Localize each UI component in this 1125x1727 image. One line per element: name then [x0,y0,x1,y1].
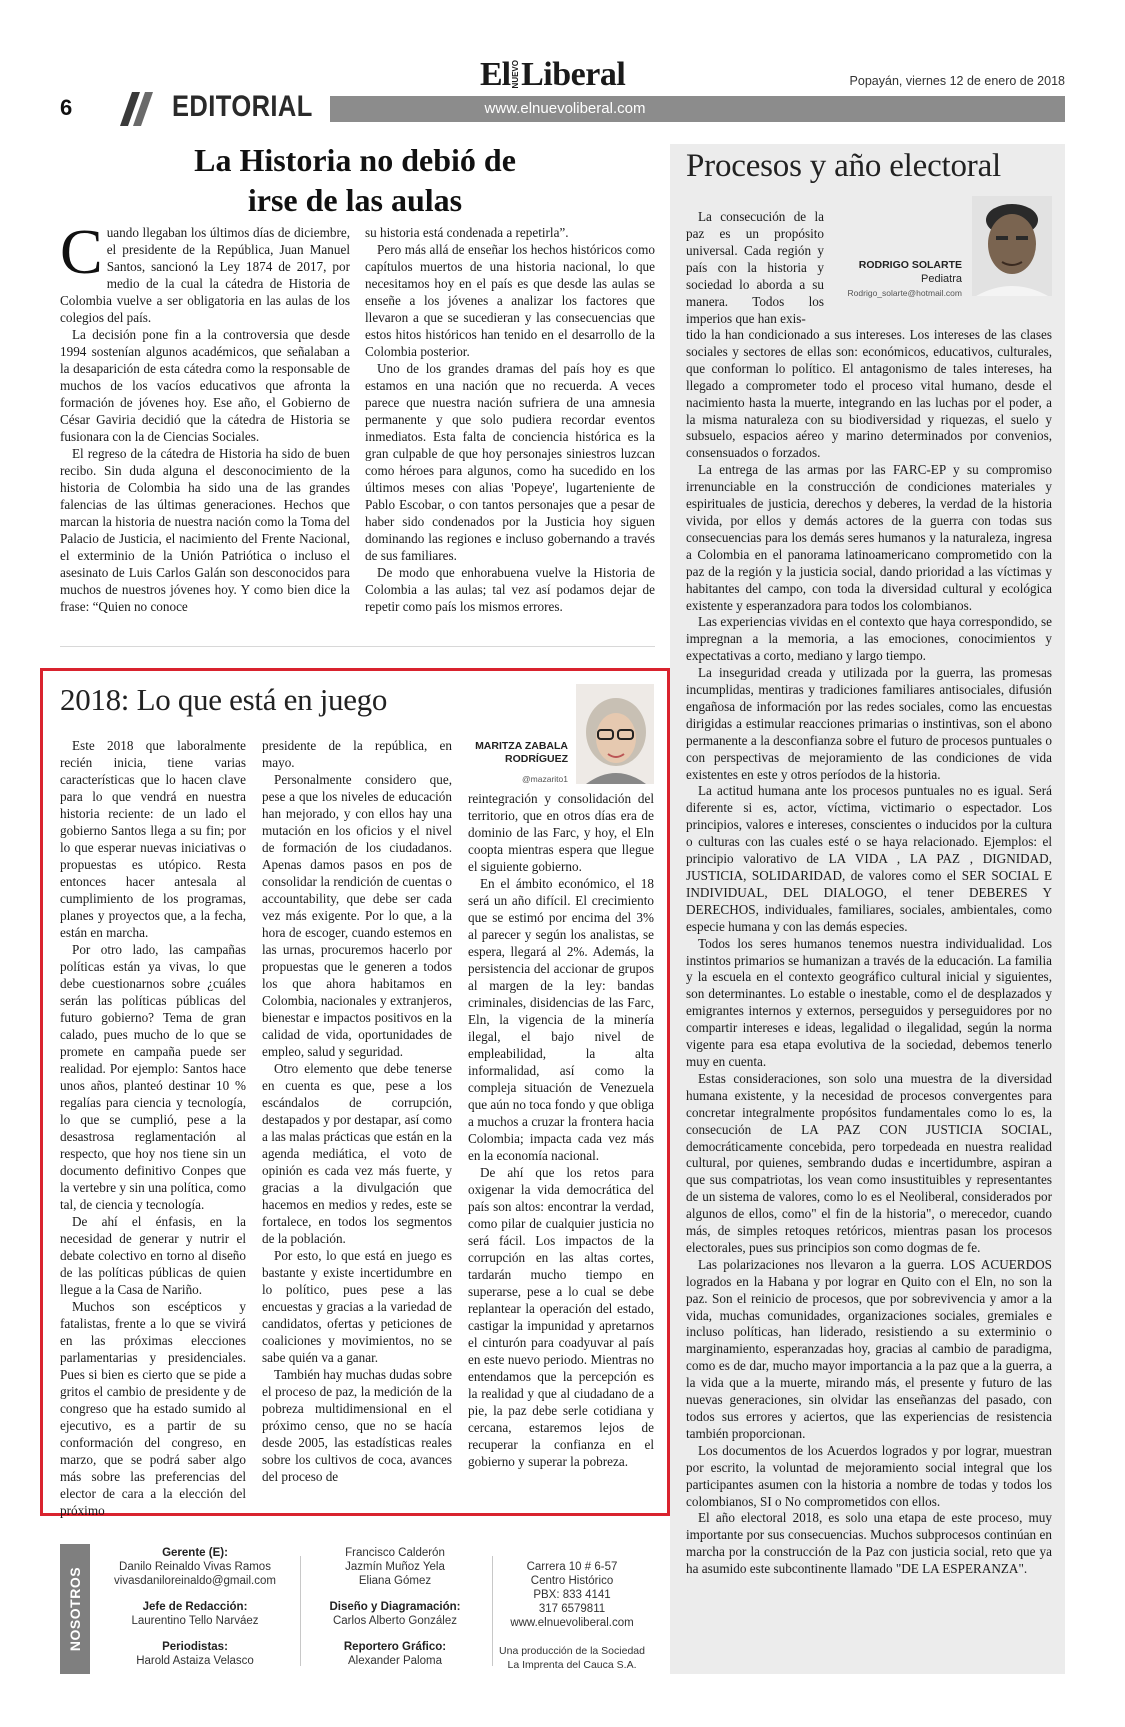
column-paragraph: Muchos son escépticos y fatalistas, frente a lo que se vivirá en las próximas elecciones parlamentarias y presidenciales. Pues si bien es cierto que se pide a gritos el cambio de presidente y de congreso que ha estado sumido al ejecutivo, es a partir de su conformación del congreso, en marzo, que se podrá saber algo más sobre las preferencias del elector de cara a la elección del próximo [60,1299,246,1518]
column-paragraph: Este 2018 que laboralmente recién inicia, tiene varias características que lo hacen clave para lo que vendrá en nuestra historia reciente: de un lado el gobierno Santos llega a su fin; por lo que esperar nuevas iniciativas o propuestas es utópico. Resta entonces hacer antesala al cumplimiento de los programas, planes y proyectos que, a la fecha, están en marcha. [60,738,246,940]
staff-contact [497,1560,647,1672]
website-url[interactable]: www.elnuevoliberal.com [484,100,646,117]
date-line: Popayán, viernes 12 de enero de 2018 [849,74,1065,88]
staff-label: Gerente (E): [162,1547,228,1559]
contact-address: Centro Histórico [530,1575,614,1587]
editorial-paragraph: Uno de los grandes dramas del país hoy es que estamos en una nación que no recuerda. A veces parece que nuestra nación sufriera de una amnesia permanente y que solo pudiera recordar eventos inmediatos. Esta falta de conciencia histórica es la gran culpable de que hoy personajes siniestros luzcan como héroes para algunos, como ha sucedido en los últimos meses con alias 'Popeye', lugarteniente de Pablo Escobar, o con tantos personajes que a pesar de haber sido condenados por la Justicia hoy siguen dominando las regiones e incluso gobernando a través de sus familiares. [365,361,655,563]
staff-label: Jefe de Redacción: [142,1601,248,1613]
sidebar-intro [686,208,824,327]
masthead-liberal: Liberal [521,56,626,93]
sidebar-paragraph: tido la han condicionado a sus intereses. Los intereses de las clases sociales y sectores de ellas son: económicos, educativos, culturales, que conforman lo político. El antagonismo de tales intereses, ha llegado a comprometer todo el proceso vital humano, desde el nacimiento hasta la muerte, integrando en las luchas por el poder, a la misma naturaleza con su biodiversidad y riquezas, el suelo y subsuelo, espacios aéreo y marino determinados por convenios, consensuados o forzados. [686,327,1052,461]
staff-label: Diseño y Diagramación: [329,1601,461,1613]
sidebar-paragraph: La entrega de las armas por las FARC-EP y su compromiso irrenunciable en la construcción de condiciones materiales y espirituales de justicia, derechos y deberes, la verdad de la historia vivida, por ellos y demás actores de la guerra con todas sus consecuencias para los demás seres humanos y la naturaleza, ingresa a Colombia en el panorama latinoamericano comprometido con la paz de la región y la justicia social, dando prioridad a las víctimas y habitantes del campo, con toda la diversidad cultural y ecológica existente y esperanzadora para todos los colombianos. [686,462,1052,613]
masthead-logo[interactable] [480,54,625,94]
section-slashes-icon [118,92,158,126]
column-paragraph: Por esto, lo que está en juego es bastante y existe incertidumbre en lo político, pues pese a las encuestas y gracias a la variedad de candidatos, ofertas y peticiones de coaliciones y movimientos, no se sabe quién va a ganar. [262,1248,452,1365]
staff-label: Periodistas: [162,1641,228,1653]
column2018-col-2 [262,737,452,1485]
sidebar-author-role: Pediatra [921,273,962,285]
page-number: 6 [60,95,73,120]
staff-name: Harold Astaiza Velasco [136,1655,254,1667]
contact-website[interactable]: www.elnuevoliberal.com [510,1617,634,1629]
column-paragraph: Por otro lado, las campañas políticas están ya vivas, lo que debe cuestionarnos sobre ¿cuáles serán las políticas públicas del futuro gobierno? Tema de gran calado, pues mucho de lo que se promete en campaña puede ser realidad. Por ejemplo: Santos hace unos años, planteó destinar 10 % regalías para ciencia y tecnología, lo que se cumplió, pese a la desastrosa reglamentación al respecto, que hoy nos tiene sin un documento definitivo Conpes que la vertebre y sin una política, como tal, de ciencia y tecnología. [60,942,246,1212]
column-paragraph: reintegración y consolidación del territorio, que en otros días era de dominio de las Farc, y hoy, el Eln coopta mientras espera que llegue el siguiente gobierno. [468,791,654,874]
column-paragraph: Personalmente considero que, pese a que los niveles de educación han mejorado, y con ellos hay una mutación en los oficios y el nivel de formación de los ciudadanos. Apenas damos pasos en pos de consolidar la rendición de cuentas o accountability, que debe ser cada vez más exigente. Por lo que, a la hora de escoger, cuando estemos en las urnas, procuremos hacerlo por propuestas que le generen a todos los que ahora habitamos en Colombia, nacionales y extranjeros, bienestar e impactos positivos en la calidad de vida, oportunidades de empleo, salud y seguridad. [262,772,452,1059]
column-paragraph: También hay muchas dudas sobre el proceso de paz, la medición de la pobreza multidimensional en el próximo censo, que no se hacía desde 2005, las estadísticas reales sobre los cultivos de coca, avances del proceso de [262,1367,452,1484]
staff-divider [300,1556,301,1666]
staff-management [100,1546,290,1668]
sidebar-author-email[interactable]: Rodrigo_solarte@hotmail.com [847,288,962,298]
column-paragraph: Otro elemento que debe tenerse en cuenta es que, pese a los escándalos de corrupción, destapados y por destapar, así como a las malas prácticas que están en la agenda mediática, el voto de opinión es cada vez más fuerte, y gracias a la divulgación que hacemos en medios y redes, este se fortalece, en todos los segmentos de la población. [262,1061,452,1246]
sidebar-paragraph: El año electoral 2018, es solo una etapa de este proceso, muy importante por sus consecuencias. Muchos subprocesos continúan en marcha por la construcción de la Paz con justicia social, reto que ya ha asumido este subcontinente llamado "DE LA ESPERANZA". [686,1510,1052,1577]
sidebar-author: RODRIGO SOLARTE Pediatra Rodrigo_solarte@hotmail.com [842,258,962,300]
staff-name: Eliana Gómez [358,1575,432,1587]
staff-label: Reportero Gráfico: [343,1641,447,1653]
section-name: EDITORIAL [172,90,313,123]
drop-cap: C [60,216,103,287]
sidebar-paragraph: Todos los seres humanos tenemos nuestra individualidad. Los instintos primarios se humanizan a través de la educación. La familia y la escuela en el contexto geográfico cultural inicial y siguientes, son determinantes. Lo estable o inestable, como el de desplazados y emigrantes internos y externos, perseguidos y perseguidores por no compartir intereses e ideas, legalidad o ilegalidad, según la norma vigente para esa etapa evolutiva de la sociedad, debemos tenerlo muy en cuenta. [686,935,1052,1069]
contact-address: Carrera 10 # 6-57 [526,1561,618,1573]
masthead-nuevo: NUEVO [511,59,521,88]
staff-name: Jazmín Muñoz Yela [345,1561,445,1573]
column-author: MARITZA ZABALA RODRÍGUEZ [475,740,568,765]
editorial-paragraph: Cuando llegaban los últimos días de diciembre, el presidente de la República, Juan Manuel Santos, sancionó la Ley 1874 de 2017, por medio de la cual la cátedra de Historia de Colombia vuelve a ser obligatoria en las aulas de los colegios del país. [60,216,350,325]
contact-phone: PBX: 833 4141 [533,1589,611,1601]
editorial-title-line1: La Historia no debió de [194,142,516,178]
staff-name: Laurentino Tello Narváez [131,1615,259,1627]
column2018-col-1 [60,737,246,1519]
column-author-handle: @mazarito1 [522,774,568,784]
editorial-column-1 [60,216,350,615]
sidebar-paragraph: La actitud humana ante los procesos puntuales no es igual. Será diferente si es, actor, víctima, victimario o espectador. Los principios, valores e intereses, conscientes o inducidos por la cultura o culturas con las cuales esté o se haya relacionado. Ejemplos: el principio valorativo de LA VIDA , LA PAZ , DIGNIDAD, JUSTICIA, SOLIDARIDAD, de valores como el SER SOCIAL E INDIVIDUAL, DEL DIALOGO, el tener DEBERES Y DERECHOS, individuales, familiares, sociales, ambientales, como especie humana y con las demás especies. [686,783,1052,934]
staff-team [305,1546,485,1668]
staff-email[interactable]: vivasdaniloreinaldo@gmail.com [114,1575,276,1587]
sidebar-body [686,327,1052,1578]
column2018-col-3 [468,790,654,1470]
contact-phone: 317 6579811 [538,1603,606,1615]
staff-name: Carlos Alberto González [332,1615,457,1627]
editorial-column-2 [365,224,655,615]
staff-name: Danilo Reinaldo Vivas Ramos [119,1561,271,1573]
staff-tab: NOSOTROS [60,1544,90,1674]
editorial-paragraph: La decisión pone fin a la controversia que desde 1994 sostenían algunos académicos, que señalaban a la desaparición de esta cátedra como la responsable de muchos de los vacíos educativos que afronta la formación de jóvenes hoy. Ese año, el Gobierno de César Gaviria decidió que la cátedra de Historia se fusionara con la de Ciencias Sociales. [60,327,350,444]
sidebar-paragraph: Estas consideraciones, son solo una muestra de la diversidad humana existente, y la necesidad de procesos convergentes para concretar integralmente propósitos fundamentales como lo es, la consecución de LA PAZ CON JUSTICIA SOCIAL, democráticamente concebida, pero torpedeada en nuestra realidad cultural, por quienes, sembrando dudas e incertidumbre, aspiran a que sus compatriotas, los vean como insustituibles y representantes de un sistema de valores, como lo es el Neoliberal, considerados por algunos de ellos, como" el fin de la historia", o merecedor, cuando más, de simples retoques retóricos, mientras pasan los procesos electorales, pues sus principios son como dogmas de fe. [686,1070,1052,1255]
column-paragraph: De ahí el énfasis, en la necesidad de generar y nutrir el debate colectivo en torno al diseño de las políticas públicas de quien llegue a la Casa de Nariño. [60,1214,246,1297]
production-credit: La Imprenta del Cauca S.A. [507,1659,637,1671]
sidebar-paragraph: Los documentos de los Acuerdos logrados y por lograr, muestran por escrito, la voluntad de mejoramiento social integral que los participantes asumen con la historia a nombre de todas y todos los colombianos, SI o No comprometidos con ellos. [686,1442,1052,1509]
column-paragraph: presidente de la república, en mayo. [262,738,452,770]
staff-name: Alexander Paloma [348,1655,442,1667]
sidebar-paragraph: Las experiencias vividas en el contexto que haya correspondido, se impregnan a la memoria, a las emociones, conocimientos y expectativas a corto, mediano y largo tiempo. [686,614,1052,664]
staff-divider [492,1556,493,1666]
column-title: 2018: Lo que está en juego [60,682,388,717]
staff-name: Francisco Calderón [345,1547,445,1559]
column-paragraph: De ahí que los retos para oxigenar la vida democrática del país son altos: encontrar la verdad, como pilar de cualquier justicia no será fácil. Los impactos de la corrupción en las altas cortes, tardarán mucho tiempo en superarse, pese a lo cual se debe replantear la operación del estado, castigar la impunidad y apretarnos el cinturón para coadyuvar al país en este nuevo periodo. Mientras no entendamos que la percepción es la realidad y que al ciudadano de a pie, la paz debe serle cotidiana y cercana, estaremos lejos de recuperar la confianza en el gobierno y superar la pobreza. [468,1165,654,1469]
editorial-title [60,140,650,220]
column-paragraph: En el ámbito económico, el 18 será un año difícil. El crecimiento que se estimó por encima del 3% al parecer y según los analistas, se espera, llegará al 2%. Además, la persistencia del accionar de grupos al margen de la ley: bandas criminales, disidencias de las Farc, Eln, la vigencia de la minería ilegal, el bajo nivel de empleabilidad, la alta informalidad, así como la compleja situación de Venezuela que aún no toca fondo y que obliga a muchos a cruzar la frontera hacia Colombia; impacta cada vez más en la economía nacional. [468,876,654,1163]
editorial-paragraph: Pero más allá de enseñar los hechos históricos como capítulos muertos de una historia nacional, lo que necesitamos hoy en el país es que desde las aulas se enseñe a los jóvenes a analizar los factores que llevaron a que se sucedieran y las consecuencias que estos hitos históricos han tenido en el desarrollo de la Colombia posterior. [365,242,655,359]
sidebar-paragraph: Las polarizaciones nos llevaron a la guerra. LOS ACUERDOS logrados en la Habana y por lograr en Quito con el Eln, no son la paz. Son el reinicio de procesos, que por sobrevivencia y amor a la vida, muchas comunidades, organizaciones sociales, gremiales e incluso políticas, han liderado, resistiendo a su exterminio o marginamiento, esperanzadas hoy, gracias al cambio de paradigma, como es de dar, mucho mayor importancia a la paz que a la guerra, a la vida que a la muerte, mirando más, el presente y futuro de las nuevas generaciones, sin olvidar las enseñanzas del pasado, con todos sus errores y aciertos, que las experiencias de resistencia también proporcionan. [686,1256,1052,1441]
editorial-title-line2: irse de las aulas [247,182,463,218]
editorial-paragraph: El regreso de la cátedra de Historia ha sido de buen recibo. Sin duda alguna el desconocimiento de la historia de Colombia ha sido una de las grandes falencias de las últimas generaciones. Hechos que marcan la historia de nuestra nación como la Toma del Palacio de Justicia, el nacimiento del Frente Nacional, el exterminio de la Unión Patriótica o incluso el asesinato de Luis Carlos Galán son desconocidos para muchos de nuestros jóvenes hoy. Y como bien dice la frase: “Quien no conoce [60,446,350,614]
production-credit: Una producción de la Sociedad [499,1645,645,1657]
masthead-el: El [480,56,511,93]
section-divider [60,646,655,647]
editorial-paragraph: De modo que enhorabuena vuelve la Historia de Colombia a las aulas; tal vez así podamos dejar de repetir como país los mismos errores. [365,565,655,614]
sidebar-paragraph: La inseguridad creada y utilizada por la guerra, las promesas incumplidas, mentiras y tradiciones familiares antisociales, difusión engañosa de información por las redes sociales, como las encuestas dirigidas a estimular reacciones primarias o instintivas, son el abono permanente a la desconfianza sobre el futuro de procesos puntuales o con perspectivas de mejoramiento de las condiciones de vida existentes en este y otros períodos de la historia. [686,665,1052,782]
portrait-icon [576,684,654,784]
author-photo-maritza [576,684,654,784]
portrait-icon [972,196,1052,296]
sidebar-title: Procesos y año electoral [686,148,1002,184]
author-photo-rodrigo [972,196,1052,296]
sidebar-paragraph: La consecución de la paz es un propósito universal. Cada región y país con la historia y sociedad lo aborda a su manera. Todos los imperios que han exis- [686,209,824,326]
editorial-paragraph: su historia está condenada a repetirla”. [365,225,569,240]
